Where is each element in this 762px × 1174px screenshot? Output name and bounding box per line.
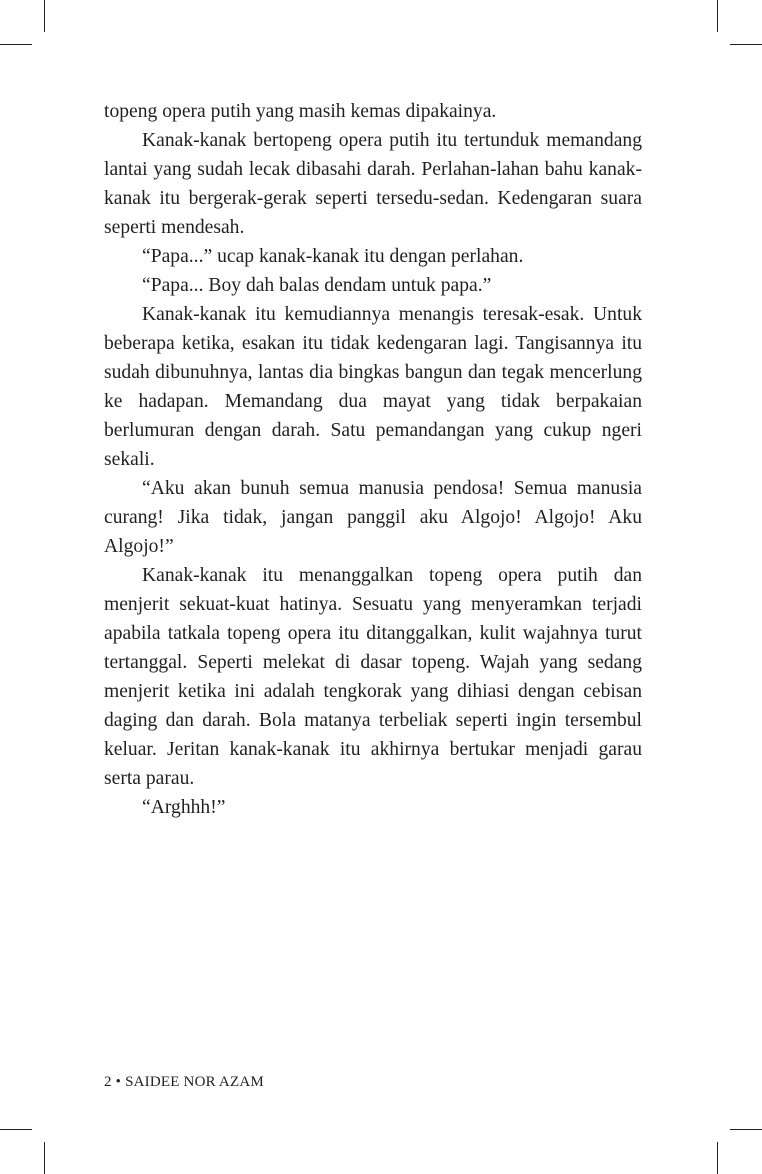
crop-mark-bottom-left-vertical: [44, 1142, 45, 1174]
page-number: 2: [104, 1074, 112, 1090]
crop-mark-bottom-right-vertical: [717, 1142, 718, 1174]
paragraph-dialogue: “Papa... Boy dah balas dendam untuk papa.”: [142, 275, 492, 296]
paragraph-dialogue: “Papa...” ucap kanak-kanak itu dengan perlahan.: [142, 246, 524, 267]
page-footer: [104, 1074, 264, 1091]
footer-separator: •: [115, 1074, 122, 1090]
crop-mark-bottom-left-horizontal: [0, 1129, 32, 1130]
paragraph-dialogue: “Arghhh!”: [142, 797, 226, 818]
paragraph: Kanak-kanak bertopeng opera putih itu tertunduk memandang lantai yang sudah lecak dibasahi darah. Perlahan-lahan bahu kanak-kanak itu bergerak-gerak seperti tersedu-sedan. Kedengaran suara seperti mendesah.: [104, 130, 642, 238]
paragraph-continuation: topeng opera putih yang masih kemas dipakainya.: [104, 101, 497, 122]
crop-mark-top-right-vertical: [717, 0, 718, 32]
crop-mark-top-left-horizontal: [0, 44, 32, 45]
crop-mark-top-right-horizontal: [730, 44, 762, 45]
page-body-text: [104, 97, 642, 822]
crop-mark-top-left-vertical: [44, 0, 45, 32]
paragraph: Kanak-kanak itu menanggalkan topeng opera putih dan menjerit sekuat-kuat hatinya. Sesuatu yang menyeramkan terjadi apabila tatkala topeng opera itu ditanggalkan, kulit wajahnya turut tertanggal. Seperti melekat di dasar topeng. Wajah yang sedang menjerit ketika ini adalah tengkorak yang dihiasi dengan cebisan daging dan darah. Bola matanya terbeliak seperti ingin tersembul keluar. Jeritan kanak-kanak itu akhirnya bertukar menjadi garau serta parau.: [104, 565, 642, 789]
author-name: SAIDEE NOR AZAM: [125, 1074, 264, 1090]
paragraph: Kanak-kanak itu kemudiannya menangis teresak-esak. Untuk beberapa ketika, esakan itu tidak kedengaran lagi. Tangisannya itu sudah dibunuhnya, lantas dia bingkas bangun dan tegak mencerlung ke hadapan. Memandang dua mayat yang tidak berpakaian berlumuran dengan darah. Satu pemandangan yang cukup ngeri sekali.: [104, 304, 642, 470]
paragraph-dialogue: “Aku akan bunuh semua manusia pendosa! Semua manusia curang! Jika tidak, jangan panggil aku Algojo! Algojo! Aku Algojo!”: [104, 478, 642, 557]
crop-mark-bottom-right-horizontal: [730, 1129, 762, 1130]
